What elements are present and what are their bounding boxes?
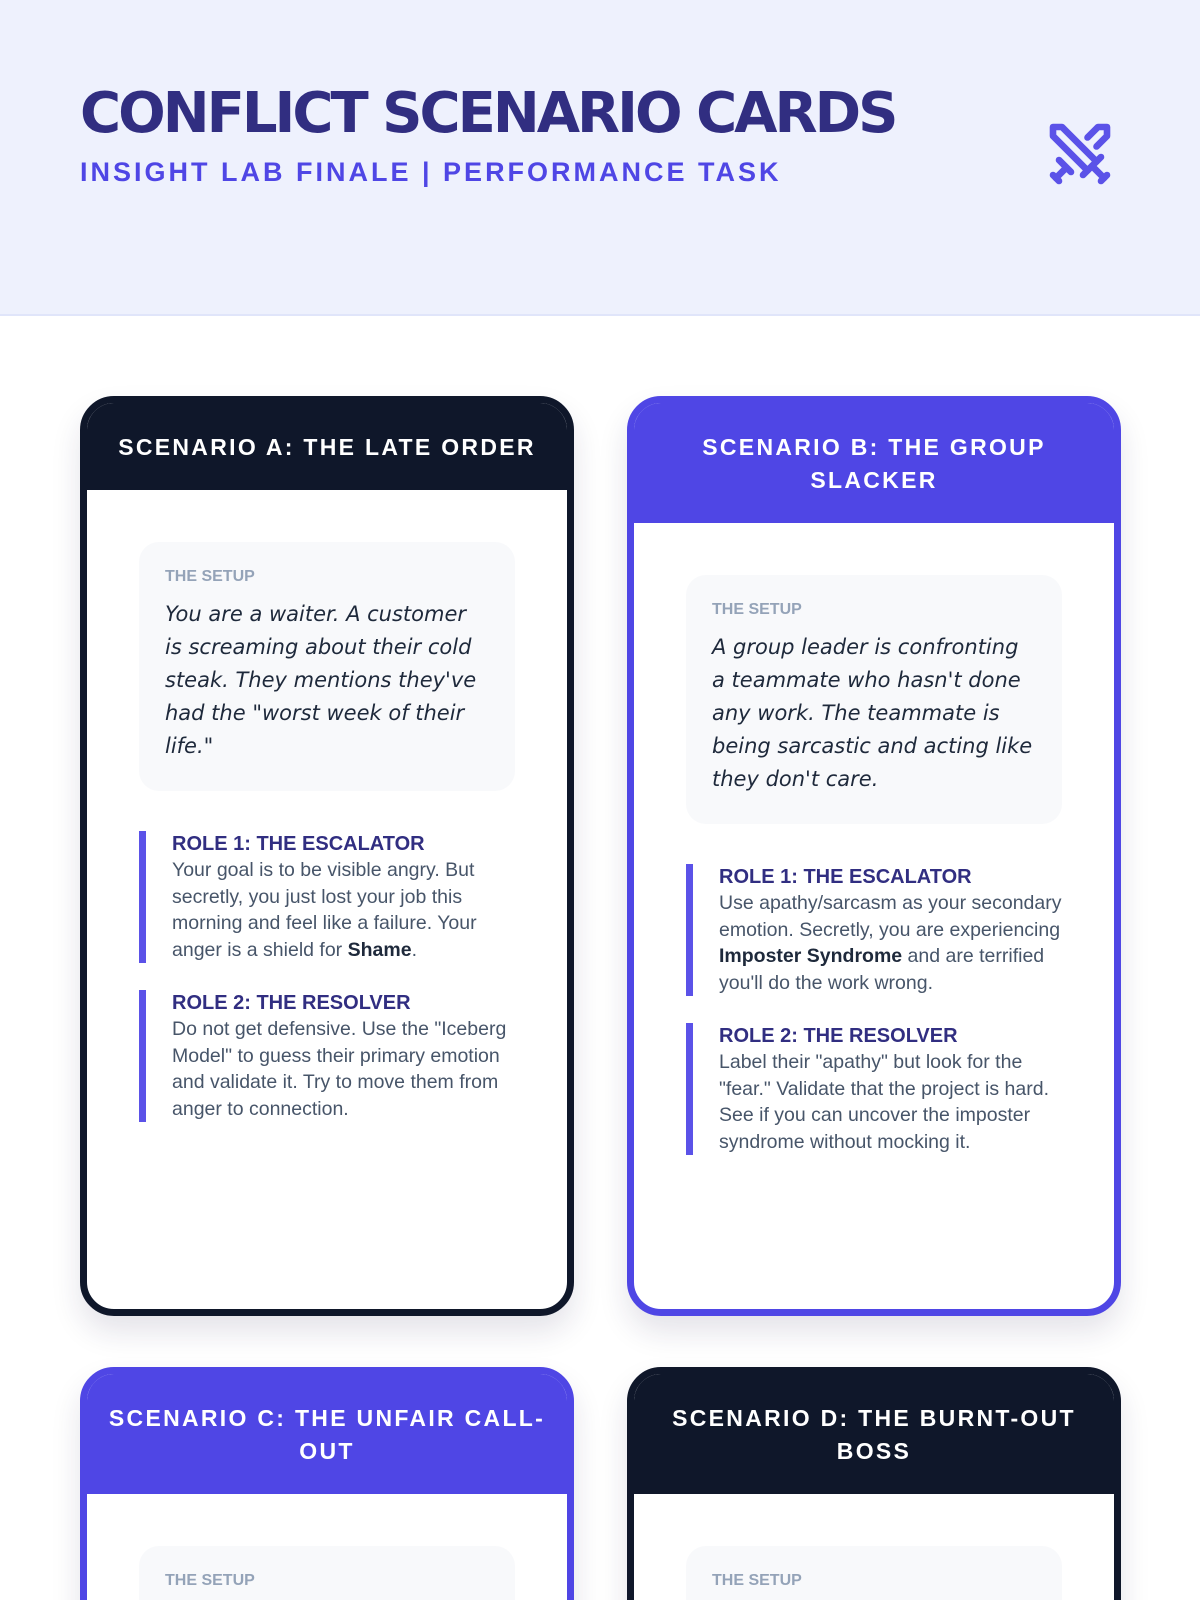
role-escalator [139, 831, 515, 963]
role-title: ROLE 2: THE RESOLVER [719, 1025, 958, 1047]
crossed-swords-icon [1044, 118, 1116, 190]
role-escalator [686, 864, 1062, 996]
page-header [0, 0, 1200, 316]
scenario-title: SCENARIO D: THE BURNT-OUT BOSS [634, 1374, 1114, 1494]
role-description: Your goal is to be visible angry. But secretly, you just lost your job this morning and feel like a failure. Your anger is a shield for Shame. [172, 859, 477, 961]
setup-box [686, 575, 1062, 824]
role-description: Label their "apathy" but look for the "fear." Validate that the project is hard. See if you can uncover the imposter syndrome without mocking it. [719, 1051, 1050, 1153]
page-title: CONFLICT SCENARIO CARDS [80, 81, 896, 146]
setup-box [139, 542, 515, 791]
setup-label: THE SETUP [165, 568, 255, 585]
setup-label: THE SETUP [712, 601, 802, 618]
scenario-card-d [627, 1367, 1121, 1600]
role-title: ROLE 1: THE ESCALATOR [719, 866, 972, 888]
scenario-title: SCENARIO A: THE LATE ORDER [87, 403, 567, 490]
scenario-card-c [80, 1367, 574, 1600]
role-description: Do not get defensive. Use the "Iceberg Model" to guess their primary emotion and validate it. Try to move them from anger to connection. [172, 1018, 507, 1120]
page-subtitle: INSIGHT LAB FINALE | PERFORMANCE TASK [80, 157, 782, 187]
setup-text: You are a waiter. A customer is screaming about their cold steak. They mentions they've had the "worst week of their life." [165, 602, 477, 758]
setup-box [686, 1546, 1062, 1600]
scenario-card-a [80, 396, 574, 1316]
setup-box [139, 1546, 515, 1600]
role-resolver [686, 1023, 1062, 1155]
scenario-title: SCENARIO C: THE UNFAIR CALL-OUT [87, 1374, 567, 1494]
scenario-title: SCENARIO B: THE GROUP SLACKER [634, 403, 1114, 523]
scenario-card-b [627, 396, 1121, 1316]
setup-text: A group leader is confronting a teammate who hasn't done any work. The teammate is being sarcastic and acting like they don't care. [712, 635, 1033, 791]
role-title: ROLE 2: THE RESOLVER [172, 992, 411, 1014]
role-description: Use apathy/sarcasm as your secondary emotion. Secretly, you are experiencing Imposter Syndrome and are terrified you'll do the work wrong. [719, 892, 1062, 994]
role-resolver [139, 990, 515, 1122]
setup-label: THE SETUP [165, 1572, 255, 1589]
setup-label: THE SETUP [712, 1572, 802, 1589]
role-title: ROLE 1: THE ESCALATOR [172, 833, 425, 855]
